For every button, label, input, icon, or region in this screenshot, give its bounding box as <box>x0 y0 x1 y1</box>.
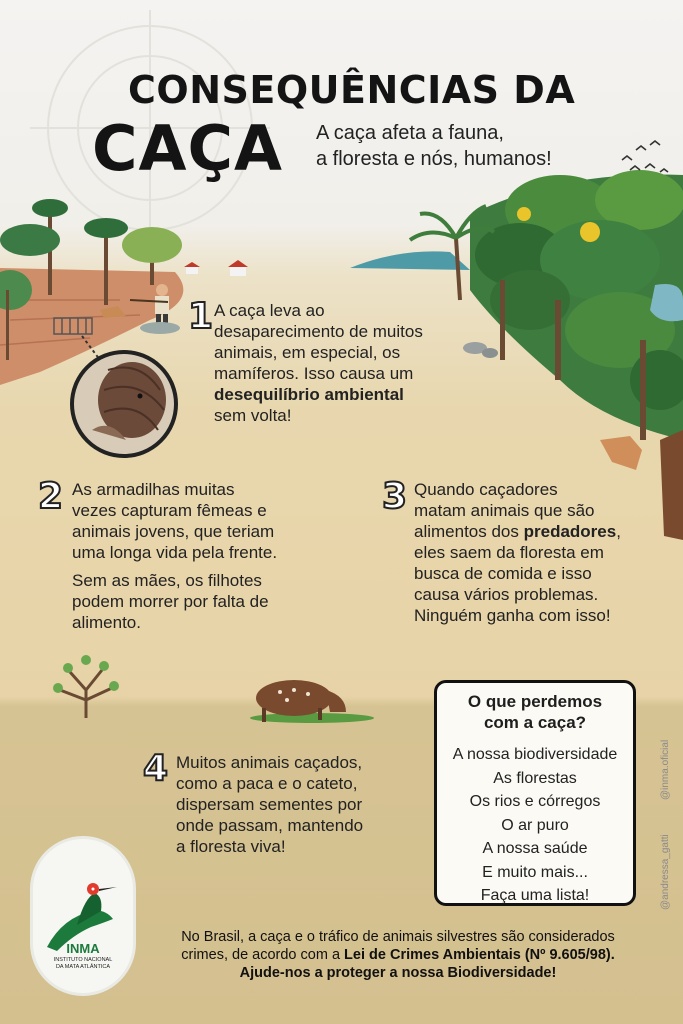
point-4-line: onde passam, mantendo <box>176 816 364 835</box>
point-2-text <box>72 479 322 633</box>
point-1-line: animais, em especial, os <box>214 343 401 362</box>
birds <box>622 141 668 172</box>
point-2-line: vezes capturam fêmeas e <box>72 501 267 520</box>
footer-line: crimes, de acordo com a Lei de Crimes Ambientais (Nº 9.605/98). <box>181 947 615 963</box>
fox <box>600 436 642 470</box>
losses-item: E muito mais... <box>482 863 588 881</box>
point-3-text <box>414 479 674 626</box>
logo-subtitle-line: INSTITUTO NACIONAL <box>53 957 113 963</box>
point-4-line: a floresta viva! <box>176 837 286 856</box>
point-3-line: alimentos dos predadores, <box>414 522 621 541</box>
point-4-line: Muitos animais caçados, <box>176 753 363 772</box>
point-4-line: dispersam sementes por <box>176 795 363 814</box>
credit-andressa: @andressa_gatti <box>660 834 671 910</box>
point-3-number: 3 <box>382 476 408 517</box>
footer-legal-text <box>148 928 648 982</box>
point-2-line: As armadilhas muitas <box>72 480 235 499</box>
losses-box <box>434 680 636 906</box>
footer-line: No Brasil, a caça e o tráfico de animais silvestres são considerados <box>181 929 615 945</box>
title-line-1: CONSEQUÊNCIAS DA <box>128 68 576 112</box>
title-line-2: CAÇA <box>92 112 283 185</box>
point-4-text <box>176 752 406 857</box>
point-1-line: A caça leva ao <box>214 301 325 320</box>
subtitle-line-2: a floresta e nós, humanos! <box>316 148 552 170</box>
subtitle-line-1: A caça afeta a fauna, <box>316 122 504 144</box>
losses-box-title-line: O que perdemos <box>467 692 603 711</box>
logo-subtitle <box>33 957 133 971</box>
point-3-line: causa vários problemas. <box>414 585 599 604</box>
point-3-line: eles saem da floresta em <box>414 543 604 562</box>
point-3-line: busca de comida e isso <box>414 564 592 583</box>
point-1-line: mamíferos. Isso causa um <box>214 364 414 383</box>
credit-inma: @inma.oficial <box>660 739 671 800</box>
losses-box-title <box>437 691 633 733</box>
point-3-line: Ninguém ganha com isso! <box>414 606 611 625</box>
small-tree <box>53 655 119 718</box>
point-2-line: Sem as mães, os filhotes <box>72 571 262 590</box>
point-1-line: sem volta! <box>214 406 292 425</box>
losses-item: Faça uma lista! <box>480 887 590 904</box>
point-4-line: como a paca e o cateto, <box>176 774 358 793</box>
point-3-line: Quando caçadores <box>414 480 558 499</box>
point-2-line: alimento. <box>72 613 141 632</box>
footer-line: Ajude-nos a proteger a nossa Biodiversidade! <box>239 965 557 981</box>
point-3-line: matam animais que são <box>414 501 595 520</box>
paca-animal <box>250 680 374 723</box>
point-2-line: uma longa vida pela frente. <box>72 543 278 562</box>
logo-name: INMA <box>66 941 100 956</box>
losses-item: As florestas <box>493 769 577 787</box>
point-1-number: 1 <box>188 296 214 337</box>
point-2-line: podem morrer por falta de <box>72 592 269 611</box>
point-2-line: animais jovens, que teriam <box>72 522 275 541</box>
point-1-bold: desequilíbrio ambiental <box>214 385 404 404</box>
point-1-text <box>214 300 444 426</box>
losses-item: A nossa biodiversidade <box>452 746 618 763</box>
logo-subtitle-line: DA MATA ATLÂNTICA <box>55 964 111 970</box>
losses-item: O ar puro <box>501 816 569 834</box>
point-4-number: 4 <box>143 748 169 789</box>
losses-box-title-line: com a caça? <box>483 713 587 732</box>
armadillo-medallion <box>72 352 176 456</box>
inma-logo <box>30 836 136 996</box>
subtitle <box>316 120 552 172</box>
losses-item: Os rios e córregos <box>469 793 601 810</box>
losses-item: A nossa saúde <box>482 840 588 857</box>
point-2-number: 2 <box>38 476 64 517</box>
point-1-line: desaparecimento de muitos <box>214 322 423 341</box>
distant-hill <box>350 251 470 270</box>
